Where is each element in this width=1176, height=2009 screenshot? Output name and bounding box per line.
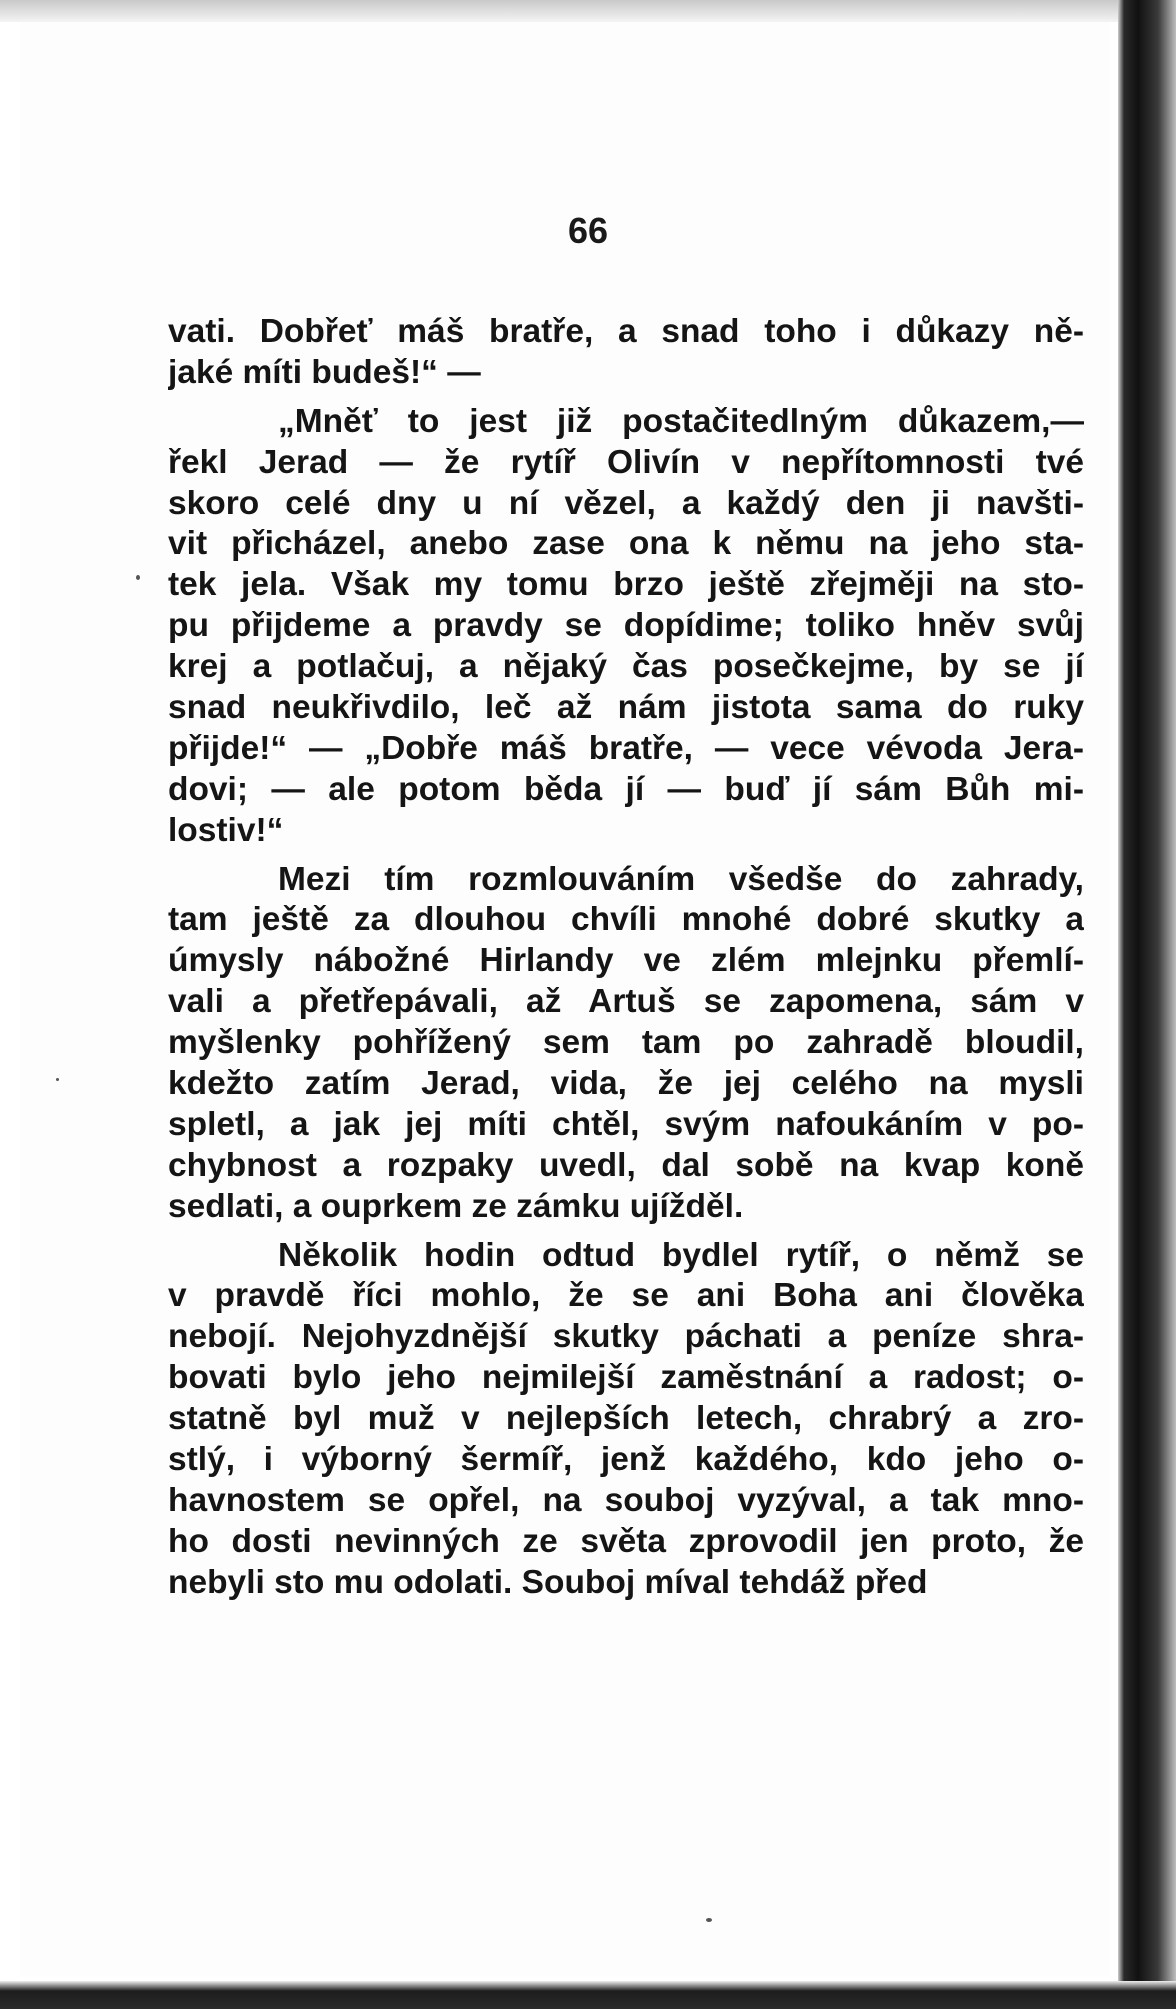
text-line: sedlati, a ouprkem ze zámku ujížděl.	[168, 1187, 744, 1225]
text-line: havnostem se opřel, na souboj vyzýval, a tak mno-	[168, 1481, 1084, 1519]
text-line: dovi; — ale potom běda jí — buď jí sám Bůh mi-	[168, 770, 1084, 808]
page-number: 66	[567, 210, 609, 251]
text-line: Mezi tím rozmlouváním všedše do zahrady,	[278, 860, 1084, 898]
text-line: pu přijdeme a pravdy se dopídime; toliko hněv svůj	[168, 607, 1084, 645]
text-line: spletl, a jak jej míti chtěl, svým nafoukáním v po-	[168, 1105, 1084, 1143]
text-line: krej a potlačuj, a nějaký čas posečkejme, by se jí	[168, 648, 1084, 686]
text-line: tam ještě za dlouhou chvíli mnohé dobré skutky a	[168, 901, 1084, 939]
text-line: Několik hodin odtud bydlel rytíř, o němž se	[278, 1236, 1084, 1274]
text-line: jaké míti budeš!“ —	[168, 353, 481, 391]
text-line: vali a přetřepávali, až Artuš se zapomena, sám v	[168, 983, 1084, 1021]
text-line: myšlenky pohřížený sem tam po zahradě bloudil,	[168, 1024, 1084, 1062]
body-text	[168, 312, 1084, 1604]
text-line: „Mněť to jest již postačitedlným důkazem,—	[278, 402, 1084, 440]
text-line: tek jela. Však my tomu brzo ještě zřejměji na sto-	[168, 566, 1084, 604]
ink-speck	[56, 1078, 59, 1081]
text-line: bovati bylo jeho nejmilejší zaměstnání a radost; o-	[168, 1359, 1084, 1397]
text-line: kdežto zatím Jerad, vida, že jej celého na mysli	[168, 1065, 1084, 1103]
ink-speck	[136, 575, 140, 580]
text-line: skoro celé dny u ní vězel, a každý den ji navšti-	[168, 484, 1084, 522]
scan-top-edge	[0, 0, 1176, 22]
text-line: chybnost a rozpaky uvedl, dal sobě na kvap koně	[168, 1146, 1084, 1184]
paragraph-gap	[168, 852, 1084, 860]
text-line: lostiv!“	[168, 811, 284, 849]
paragraph-gap	[168, 394, 1084, 402]
ink-speck	[706, 1918, 712, 1922]
scan-right-edge	[1118, 0, 1176, 2009]
text-line: úmysly nábožné Hirlandy ve zlém mlejnku přemlí-	[168, 942, 1084, 980]
text-line: nebyli sto mu odolati. Souboj míval tehdáž před	[168, 1563, 928, 1601]
text-line: vit přicházel, anebo zase ona k němu na jeho sta-	[168, 525, 1084, 563]
text-line: stlý, i výborný šermíř, jenž každého, kdo jeho o-	[168, 1441, 1084, 1479]
scan-bottom-edge	[0, 1981, 1176, 2009]
paragraph-gap	[168, 1228, 1084, 1236]
text-line: snad neukřivdilo, leč až nám jistota sama do ruky	[168, 689, 1084, 727]
text-line: přijde!“ — „Dobře máš bratře, — vece vévoda Jera-	[168, 729, 1084, 767]
text-line: v pravdě říci mohlo, že se ani Boha ani člověka	[168, 1277, 1084, 1315]
text-line: vati. Dobřeť máš bratře, a snad toho i důkazy ně-	[168, 313, 1084, 350]
text-line: ho dosti nevinných ze světa zprovodil jen proto, že	[168, 1522, 1084, 1560]
text-line: řekl Jerad — že rytíř Olivín v nepřítomnosti tvé	[168, 443, 1084, 481]
text-line: statně byl muž v nejlepších letech, chrabrý a zro-	[168, 1400, 1084, 1438]
text-line: nebojí. Nejohyzdnější skutky páchati a peníze shra-	[168, 1318, 1084, 1356]
